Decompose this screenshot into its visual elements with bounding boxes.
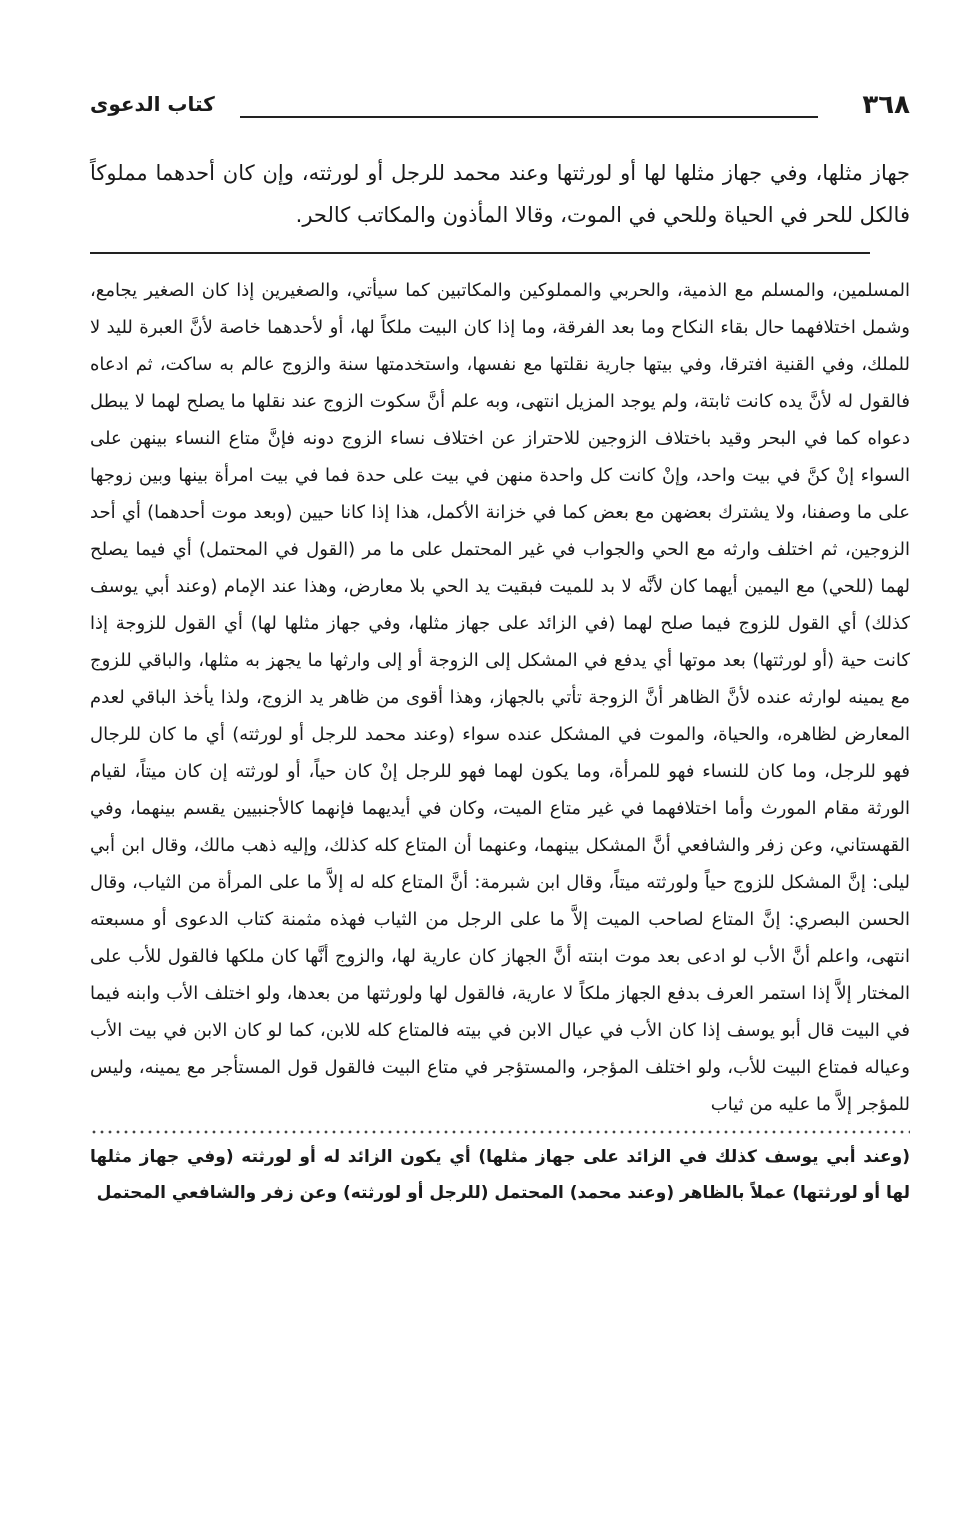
book-page bbox=[90, 90, 910, 1211]
matn-paragraph: جهاز مثلها، وفي جهاز مثلها لها أو لورثتها وعند محمد للرجل أو لورثته، وإن كان أحدهما مملوكاً فالكل للحر في الحياة وللحي في الموت، وقالا المأذون والمكاتب كالحر. bbox=[90, 161, 910, 227]
commentary-paragraph: المسلمين، والمسلم مع الذمية، والحربي والمملوكين والمكاتبين كما سيأتي، والصغيرين إذا كان الصغير يجامع، وشمل اختلافهما حال بقاء النكاح وما بعد الفرقة، وما إذا كان البيت ملكاً لها، أو لأحدهما خاصة لأنَّ العبرة لليد لا للملك، وفي القنية افترقا، وفي بيتها جارية نقلتها مع نفسها، واستخدمتها سنة والزوج عالم به ساكت، ثم ادعاه فالقول له لأنَّ يده كانت ثابتة، ولم يوجد المزيل انتهى، وبه علم أنَّ سكوت الزوج عند نقلها ما يصلح لهما لا يبطل دعواه كما في البحر وقيد باختلاف الزوجين للاحتراز عن اختلاف نساء الزوج دونه فإنَّ متاع النساء بينهن على السواء إنْ كنَّ في بيت واحد، وإنْ كانت كل واحدة منهن في بيت على حدة فما في بيت امرأة بينها وبين زوجها على ما وصفنا، ولا يشترك بعضهن مع بعض كما في خزانة الأكمل، هذا إذا كانا حيين (وبعد موت أحدهما) أي أحد الزوجين، ثم اختلف وارثه مع الحي والجواب في غير المحتمل على ما مر (القول في المحتمل) أي فيما يصلح لهما (للحي) مع اليمين أيهما كان لأنَّه لا بد للميت فبقيت يد الحي بلا معارض، وهذا عند الإمام (وعند أبي يوسف كذلك) أي القول للزوج فيما صلح لهما (في الزائد على جهاز مثلها، وفي جهاز مثلها لها) أي القول للزوجة إذا كانت حية (أو لورثتها) بعد موتها أي يدفع في المشكل إلى الزوجة أو إلى وارثها ما يجهز به مثلها، والباقي للزوج مع يمينه لوارثه عنده لأنَّ الظاهر أنَّ الزوجة تأتي بالجهاز، وهذا أقوى من ظاهر يد الزوج، ولذا يأخذ الباقي لعدم المعارض لظاهره، والحياة، والموت في المشكل عنده سواء (وعند محمد للرجل أو لورثته) أي ما كان للرجال فهو للرجل، وما كان للنساء فهو للمرأة، وما يكون لهما فهو للرجل إنْ كان حياً، أو لورثته إن كان ميتاً، لقيام الورثة مقام المورث وأما اختلافهما في غير متاع الميت، وكان في أيديهما فإنهما كالأجنبيين يقسم بينهما، وفي القهستاني، وعن زفر والشافعي أنَّ المشكل بينهما، وعنهما أن المتاع كله كذلك، وإليه ذهب مالك، وقال ابن أبي ليلى: إنَّ المشكل للزوج حياً ولورثته ميتاً، وقال ابن شبرمة: أنَّ المتاع كله له إلاَّ ما على المرأة من الثياب، وقال الحسن البصري: إنَّ المتاع لصاحب الميت إلاَّ ما على الرجل من الثياب فهذه مثمنة كتاب الدعوى أو مسبعته انتهى، واعلم أنَّ الأب لو ادعى بعد موت ابنته أنَّ الجهاز كان عارية لها، والزوج أنَّها كان ملكها فالقول للأب على المختار إلاَّ إذا استمر العرف بدفع الجهاز ملكاً لا عارية، فالقول لها ولورثتها من بعدها، ولو اختلف الأب وابنه فيما في البيت قال أبو يوسف إذا كان الأب في عيال الابن في بيته فالمتاع كله للابن، كما لو كان الابن في بيت الأب وعياله فمتاع البيت للأب، ولو اختلف المؤجر، والمستؤجر في متاع البيت فالقول قول المستأجر مع يمينه، وليس للمؤجر إلاَّ ما عليه من ثياب bbox=[90, 280, 910, 1115]
section-divider bbox=[90, 252, 870, 254]
page-number: ٣٦٨ bbox=[862, 90, 910, 120]
header-rule bbox=[240, 116, 818, 118]
matn-text-block bbox=[90, 152, 910, 236]
running-title: كتاب الدعوى bbox=[90, 92, 215, 116]
commentary-block bbox=[90, 272, 910, 1123]
dotted-separator bbox=[90, 1129, 910, 1135]
footnote-paragraph: (وعند أبي يوسف كذلك في الزائد على جهاز مثلها) أي يكون الزائد له أو لورثته (وفي جهاز مثلها لها أو لورثتها) عملاً بالظاهر (وعند محمد) المحتمل (للرجل أو لورثته) وعن زفر والشافعي المحتمل bbox=[90, 1147, 910, 1203]
page-header bbox=[90, 90, 910, 130]
footnote-block bbox=[90, 1139, 910, 1211]
